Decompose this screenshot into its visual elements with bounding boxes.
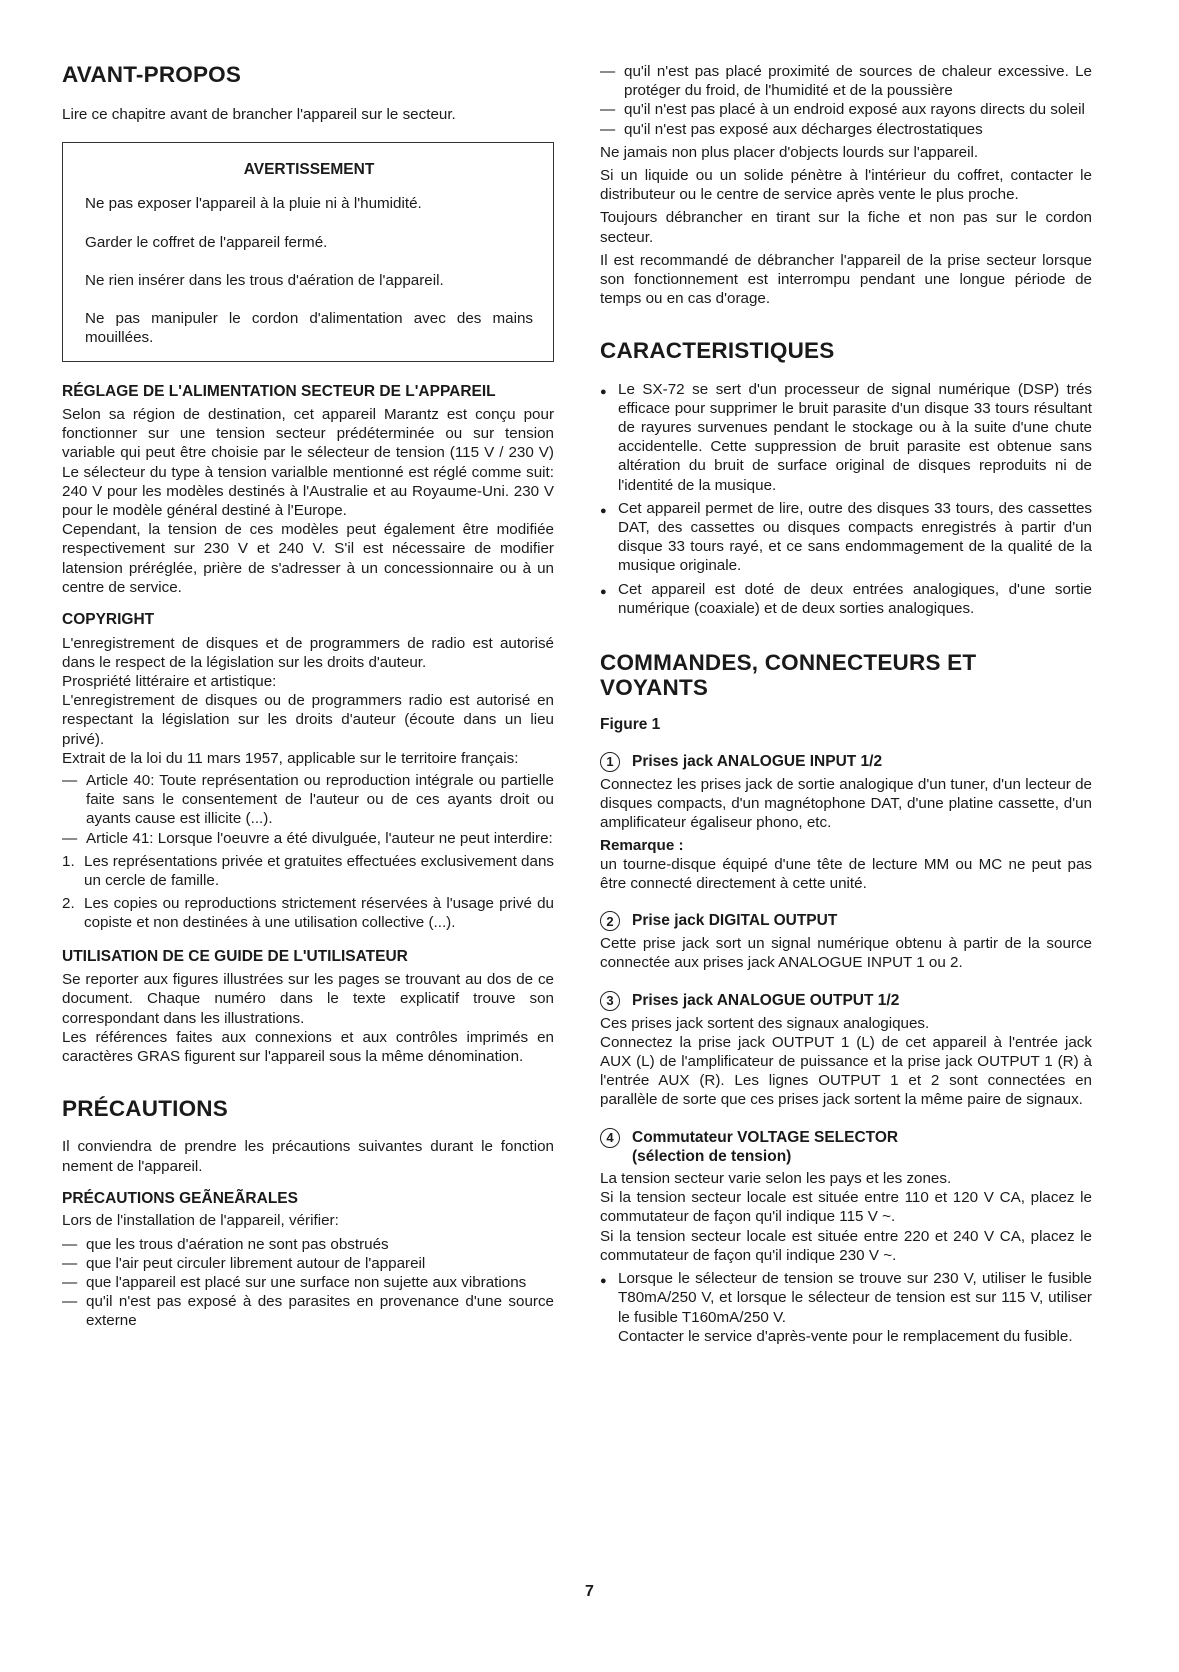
section-title-copyright: COPYRIGHT bbox=[62, 611, 155, 629]
list-item bbox=[600, 499, 1092, 576]
bullet-icon: ● bbox=[600, 1275, 607, 1288]
page-number: 7 bbox=[585, 1583, 594, 1600]
list-item-text: que les trous d'aération ne sont pas obstrués bbox=[86, 1235, 389, 1253]
section-title-precautions-generales: PRÉCAUTIONS GEÃNEÃRALES bbox=[62, 1189, 298, 1207]
circled-number: 1 bbox=[600, 752, 620, 772]
warning-title: AVERTISSEMENT bbox=[243, 161, 375, 179]
item-1-heading bbox=[600, 752, 1092, 772]
precautions-paragraph: Ne jamais non plus placer d'objects lourds sur l'appareil. bbox=[600, 143, 979, 161]
section-title-caracteristiques: CARACTERISTIQUES bbox=[600, 338, 835, 364]
precautions-lead: Lors de l'installation de l'appareil, vérifier: bbox=[62, 1212, 339, 1230]
fuse-text: Contacter le service d'après-vente pour le remplacement du fusible. bbox=[618, 1327, 1073, 1345]
item-title-line: (sélection de tension) bbox=[632, 1147, 792, 1165]
list-item bbox=[600, 580, 1092, 618]
list-number: 1. bbox=[62, 852, 75, 870]
list-item: — Article 40: Toute représentation ou reproduction intégrale ou partielle faite sans le consentement de l'auteur ou de ces ayants droit ou ayants cause est illicite (...). bbox=[62, 772, 554, 828]
list-item-text: qu'il n'est pas placé proximité de sources de chaleur excessive. Le protéger du froid, de l'humidité et de la poussière bbox=[624, 63, 1092, 100]
right-column bbox=[600, 62, 1092, 1346]
fuse-text: Lorsque le sélecteur de tension se trouve sur 230 V, utiliser le fusible T80mA/250 V, et lorsque le sélecteur de tension est sur 115 V, utiliser le fusible T160mA/250 V. bbox=[618, 1270, 1092, 1326]
reglage-paragraph: Cependant, la tension de ces modèles peut également être modifiée respectivement sur 230 V et 240 V. S'il est nécessaire de modifier latension préréglée, prière de s'adresser à un concessionnaire ou à un centre de service. bbox=[62, 521, 554, 596]
list-item-text: Le SX-72 se sert d'un processeur de signal numérique (DSP) trés efficace pour supprimer le bruit parasite d'un disque 33 tours résultant de rayures survenues pendant le stockage ou à la suite d'une chute accidentelle. Cette suppression de bruit parasite est obtenue sans altération du bruit de surface original de disques reproduits ni de l'identité de la musique. bbox=[618, 380, 1092, 494]
circled-number: 2 bbox=[600, 911, 620, 931]
item-4-text: Si la tension secteur locale est située entre 220 et 240 V CA, placez le commutateur de façon qu'il indique 230 V ~. bbox=[600, 1227, 1092, 1264]
item-title-line: Commutateur VOLTAGE SELECTOR bbox=[632, 1128, 899, 1146]
list-item bbox=[600, 380, 1092, 495]
section-title-reglage: RÉGLAGE DE L'ALIMENTATION SECTEUR DE L'APPAREIL bbox=[62, 383, 496, 401]
section-title-commandes bbox=[600, 650, 1092, 700]
warning-line: Ne pas manipuler le cordon d'alimentation avec des mains mouillées. bbox=[85, 310, 533, 347]
list-item-text: Cet appareil est doté de deux entrées analogiques, d'une sortie numérique (coaxiale) et de deux sorties analogiques. bbox=[618, 580, 1092, 617]
list-item bbox=[62, 894, 554, 932]
warning-box bbox=[62, 142, 554, 362]
warning-line: Ne rien insérer dans les trous d'aération de l'appareil. bbox=[85, 271, 444, 289]
precautions-paragraph: Si un liquide ou un solide pénètre à l'intérieur du coffret, contacter le distributeur ou le centre de service après vente le plus proche. bbox=[600, 167, 1092, 204]
list-item-text: que l'appareil est placé sur une surface non sujette aux vibrations bbox=[86, 1274, 527, 1292]
list-item: — que l'appareil est placé sur une surface non sujette aux vibrations bbox=[62, 1273, 554, 1292]
copyright-paragraph: L'enregistrement de disques et de programmers de radio est autorisé dans le respect de la législation sur les droits d'auteur. bbox=[62, 634, 554, 671]
item-2-heading bbox=[600, 911, 1092, 931]
circled-number: 3 bbox=[600, 991, 620, 1011]
remark-text: un tourne-disque équipé d'une tête de lecture MM ou MC ne peut pas être connecté directement à cette unité. bbox=[600, 855, 1092, 893]
precautions-intro: Il conviendra de prendre les précautions suivantes durant le fonction nement de l'appareil. bbox=[62, 1138, 554, 1175]
list-item-text: Article 41: Lorsque l'oeuvre a été divulguée, l'auteur ne peut interdire: bbox=[86, 829, 553, 847]
left-column bbox=[62, 62, 554, 1331]
warning-line: Ne pas exposer l'appareil à la pluie ni à l'humidité. bbox=[85, 195, 422, 213]
list-item: — que les trous d'aération ne sont pas obstrués bbox=[62, 1235, 554, 1254]
item-4-text: La tension secteur varie selon les pays et les zones. bbox=[600, 1170, 952, 1188]
item-4-text: Si la tension secteur locale est située entre 110 et 120 V CA, placez le commutateur de façon qu'il indique 115 V ~. bbox=[600, 1189, 1092, 1226]
list-item-text: Article 40: Toute représentation ou reproduction intégrale ou partielle faite sans le consentement de l'auteur ou de ces ayants droit ou ayants cause est illicite (...). bbox=[86, 772, 554, 828]
figure-label: Figure 1 bbox=[600, 716, 661, 734]
list-item: — qu'il n'est pas placé à un endroid exposé aux rayons directs du soleil bbox=[600, 100, 1092, 119]
item-title bbox=[632, 1128, 1092, 1166]
list-item-text: qu'il n'est pas placé à un endroid exposé aux rayons directs du soleil bbox=[624, 101, 1085, 119]
precautions-paragraph: Il est recommandé de débrancher l'appareil de la prise secteur lorsque son fonctionnement est interrompu pendant une longue période de temps ou en cas d'orage. bbox=[600, 251, 1092, 308]
item-title: Prises jack ANALOGUE INPUT 1/2 bbox=[632, 753, 883, 771]
list-item-text: Les copies ou reproductions strictement réservées à l'usage privé du copiste et non destinées à une utilisation collective (...). bbox=[84, 895, 554, 932]
precautions-paragraph: Toujours débrancher en tirant sur la fiche et non pas sur le cordon secteur. bbox=[600, 209, 1092, 246]
list-item: — qu'il n'est pas placé proximité de sources de chaleur excessive. Le protéger du froid, de l'humidité et de la poussière bbox=[600, 63, 1092, 100]
copyright-paragraph: Extrait de la loi du 11 mars 1957, applicable sur le territoire français: bbox=[62, 749, 519, 767]
bullet-icon: ● bbox=[600, 385, 607, 398]
list-item: — Article 41: Lorsque l'oeuvre a été divulguée, l'auteur ne peut interdire: bbox=[62, 829, 553, 847]
title-line: VOYANTS bbox=[600, 675, 709, 701]
utilisation-paragraph: Les références faites aux connexions et aux contrôles imprimés en caractères GRAS figurent sur l'appareil sous la même dénomination. bbox=[62, 1028, 554, 1066]
item-3-heading bbox=[600, 991, 1092, 1011]
list-item: — que l'air peut circuler librement autour de l'appareil bbox=[62, 1254, 554, 1273]
list-item: — qu'il n'est pas exposé aux décharges électrostatiques bbox=[600, 120, 1092, 139]
circled-number: 4 bbox=[600, 1128, 620, 1148]
list-item bbox=[600, 1269, 1092, 1346]
bullet-icon: ● bbox=[600, 504, 607, 517]
section-title-utilisation: UTILISATION DE CE GUIDE DE L'UTILISATEUR bbox=[62, 947, 408, 965]
warning-line: Garder le coffret de l'appareil fermé. bbox=[85, 233, 328, 251]
list-item-text: qu'il n'est pas exposé à des parasites en provenance d'une source externe bbox=[86, 1293, 554, 1330]
list-item: — qu'il n'est pas exposé à des parasites en provenance d'une source externe bbox=[62, 1293, 554, 1330]
copyright-paragraph: L'enregistrement de disques ou de programmers radio est autorisé en respectant la législation sur les droits d'auteur (écoute dans un lieu privé). bbox=[62, 692, 554, 748]
list-item-text: Les représentations privée et gratuites effectuées exclusivement dans un cercle de famille. bbox=[84, 852, 554, 890]
item-3-text: Ces prises jack sortent des signaux analogiques. bbox=[600, 1014, 930, 1032]
section-title-precautions: PRÉCAUTIONS bbox=[62, 1096, 228, 1122]
bullet-icon: ● bbox=[600, 585, 607, 598]
utilisation-paragraph: Se reporter aux figures illustrées sur les pages se trouvant au dos de ce document. Chaque numéro dans le texte explicatif trouve son correspondant dans les illustrations. bbox=[62, 971, 554, 1027]
remark-label: Remarque : bbox=[600, 836, 684, 854]
item-title: Prises jack ANALOGUE OUTPUT 1/2 bbox=[632, 991, 900, 1009]
item-4-heading bbox=[600, 1128, 1092, 1166]
item-3-text: Connectez la prise jack OUTPUT 1 (L) de cet appareil à l'entrée jack AUX (L) de l'amplificateur de puissance et la prise jack OUTPUT 1 (R) à l'entrée AUX (R). Les lignes OUTPUT 1 et 2 sont connectées en parallèle de sorte que ces prises jack sortent la même paire de signaux. bbox=[600, 1033, 1092, 1109]
item-title: Prise jack DIGITAL OUTPUT bbox=[632, 912, 838, 930]
list-item-text: qu'il n'est pas exposé aux décharges électrostatiques bbox=[624, 120, 983, 138]
list-number: 2. bbox=[62, 895, 75, 913]
list-item-text bbox=[618, 1269, 1092, 1346]
title-line: COMMANDES, CONNECTEURS ET bbox=[600, 650, 977, 676]
item-2-text: Cette prise jack sort un signal numérique obtenu à partir de la source connectée aux prises jack ANALOGUE INPUT 1 ou 2. bbox=[600, 935, 1092, 972]
reglage-paragraph: Selon sa région de destination, cet appareil Marantz est conçu pour fonctionner sur une tension secteur prédéterminée ou sur tension variable qui peut être choisie par le sélecteur de tension (115 V / 230 V) Le sélecteur du type à tension varialble mentionné est réglé comme suit: 240 V pour les modèles destinés à l'Australie et au Royaume-Uni. 230 V pour le modèle général destiné à l'Europe. bbox=[62, 406, 554, 520]
copyright-paragraph: Prospriété littéraire et artistique: bbox=[62, 673, 277, 691]
section-title-avant-propos: AVANT-PROPOS bbox=[62, 62, 242, 87]
list-item-text: Cet appareil permet de lire, outre des disques 33 tours, des cassettes DAT, des cassettes ou disques compacts enregistrés à partir d'un disque 33 tours rayé, et ce sans endommagement de la qualité de la musique originale. bbox=[618, 499, 1092, 575]
avant-propos-intro: Lire ce chapitre avant de brancher l'appareil sur le secteur. bbox=[62, 106, 456, 124]
list-item-text: que l'air peut circuler librement autour de l'appareil bbox=[86, 1254, 426, 1272]
item-1-text: Connectez les prises jack de sortie analogique d'un tuner, d'un lecteur de disques compacts, d'un magnétophone DAT, d'une platine cassette, d'un amplificateur égaliseur phono, etc. bbox=[600, 776, 1092, 832]
list-item bbox=[62, 852, 554, 890]
